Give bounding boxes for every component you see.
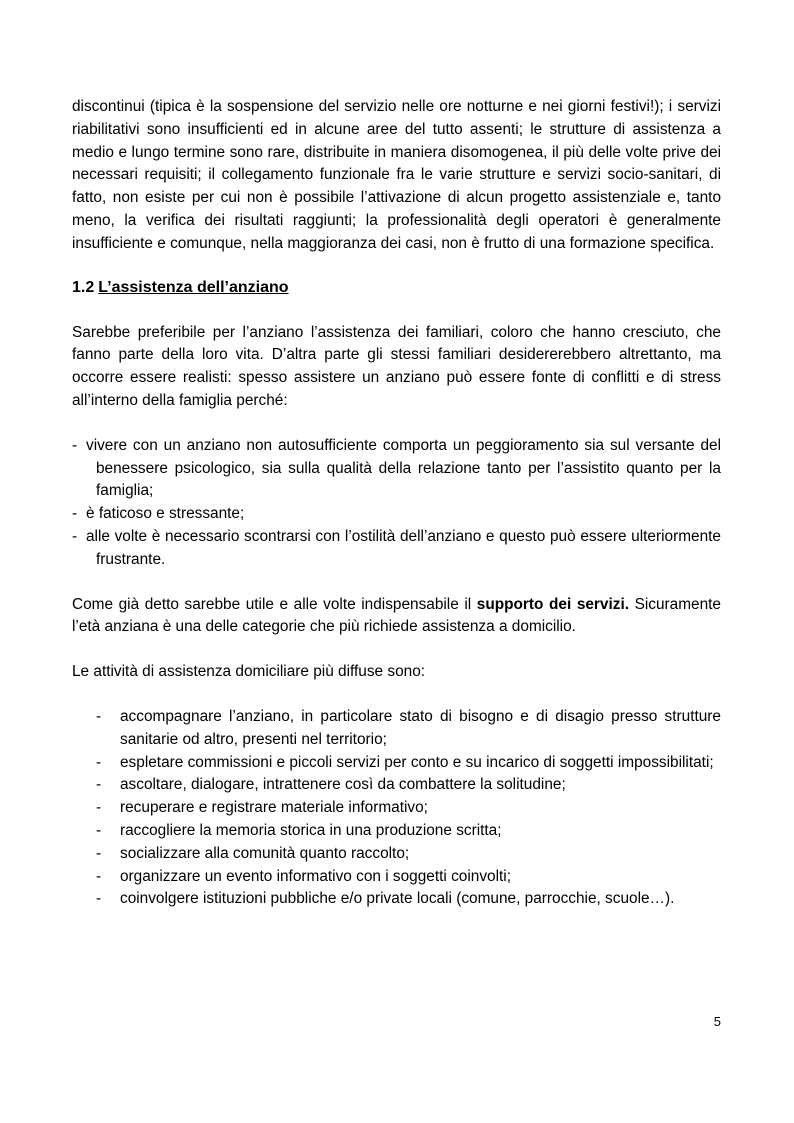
list-dash: -	[96, 753, 102, 771]
spacer	[72, 684, 721, 706]
list-dash: -	[96, 821, 102, 839]
list-item	[72, 888, 721, 911]
list-item-text: è faticoso e stressante;	[86, 505, 245, 523]
list-item-text: ascoltare, dialogare, intrattenere così da combattere la solitudine;	[120, 776, 566, 794]
list-item	[72, 752, 721, 775]
list-dash: -	[72, 527, 78, 545]
family-paragraph: Sarebbe preferibile per l’anziano l’assistenza dei familiari, coloro che hanno cresciuto, che fanno parte della loro vita. D’altra parte gli stessi familiari desidererebbero altrettanto, ma occorre essere realisti: spesso assistere un anziano può essere fonte di conflitti e di stress all’interno della famiglia perché:	[72, 323, 721, 409]
list-item-text: recuperare e registrare materiale informativo;	[120, 799, 428, 817]
list-dash: -	[96, 799, 102, 817]
section-title: L’assistenza dell’anziano	[98, 278, 289, 296]
list-item	[72, 435, 721, 503]
page-content	[72, 96, 721, 911]
list-item-text: coinvolgere istituzioni pubbliche e/o private locali (comune, parrocchie, scuole…).	[120, 890, 675, 908]
list-dash: -	[96, 890, 102, 908]
section-number: 1.2	[72, 278, 95, 296]
list-dash: -	[96, 707, 102, 725]
list-dash: -	[96, 844, 102, 862]
spacer	[72, 300, 721, 322]
list-item	[72, 706, 721, 752]
services-text-after: Sicuramente l’età anziana è una delle categorie che più richiede assistenza a domicilio.	[72, 595, 721, 636]
list-item	[72, 774, 721, 797]
list-item-text: espletare commissioni e piccoli servizi per conto e su incarico di soggetti impossibilitati;	[120, 753, 714, 771]
list-item	[72, 843, 721, 866]
list-dash: -	[96, 776, 102, 794]
list-item-text: alle volte è necessario scontrarsi con l’ostilità dell’anziano e questo può essere ulteriormente frustrante.	[86, 527, 721, 568]
services-paragraph	[72, 594, 721, 640]
list-item-text: vivere con un anziano non autosufficiente comporta un peggioramento sia sul versante del benessere psicologico, sia sulla qualità della relazione tanto per l’assistito quanto per la famiglia;	[86, 436, 721, 500]
section-heading	[72, 276, 721, 300]
page-number: 5	[713, 1014, 721, 1029]
activities-intro: Le attività di assistenza domiciliare più diffuse sono:	[72, 663, 426, 681]
spacer	[72, 639, 721, 661]
family-list	[72, 435, 721, 572]
list-item-text: socializzare alla comunità quanto raccolto;	[120, 844, 410, 862]
activities-list	[72, 706, 721, 911]
list-item	[72, 820, 721, 843]
list-dash: -	[96, 867, 102, 885]
spacer	[72, 572, 721, 594]
list-item	[72, 526, 721, 572]
list-dash: -	[72, 505, 78, 523]
services-emphasis: supporto dei servizi.	[476, 595, 630, 613]
services-text-before: Come già detto sarebbe utile e alle volte indispensabile il	[72, 595, 477, 613]
intro-paragraph: discontinui (tipica è la sospensione del servizio nelle ore notturne e nei giorni festivi!); i servizi riabilitativi sono insufficienti ed in alcune aree del tutto assenti; le strutture di assistenza a medio e lungo termine sono rare, distribuite in maniera disomogenea, il più delle volte prive dei necessari requisiti; il collegamento funzionale fra le varie strutture e servizi socio-sanitari, di fatto, non esiste per cui non è possibile l’attivazione di alcun progetto assistenziale e, tanto meno, la verifica dei risultati raggiunti; la professionalità degli operatori è generalmente insufficiente e comunque, nella maggioranza dei casi, non è frutto di una formazione specifica.	[72, 98, 721, 252]
spacer	[72, 413, 721, 435]
list-item	[72, 797, 721, 820]
list-item	[72, 866, 721, 889]
list-item-text: raccogliere la memoria storica in una produzione scritta;	[120, 821, 502, 839]
list-dash: -	[72, 436, 78, 454]
list-item	[72, 503, 721, 526]
list-item-text: organizzare un evento informativo con i soggetti coinvolti;	[120, 867, 511, 885]
list-item-text: accompagnare l’anziano, in particolare stato di bisogno e di disagio presso strutture sanitarie od altro, presenti nel territorio;	[120, 707, 721, 748]
